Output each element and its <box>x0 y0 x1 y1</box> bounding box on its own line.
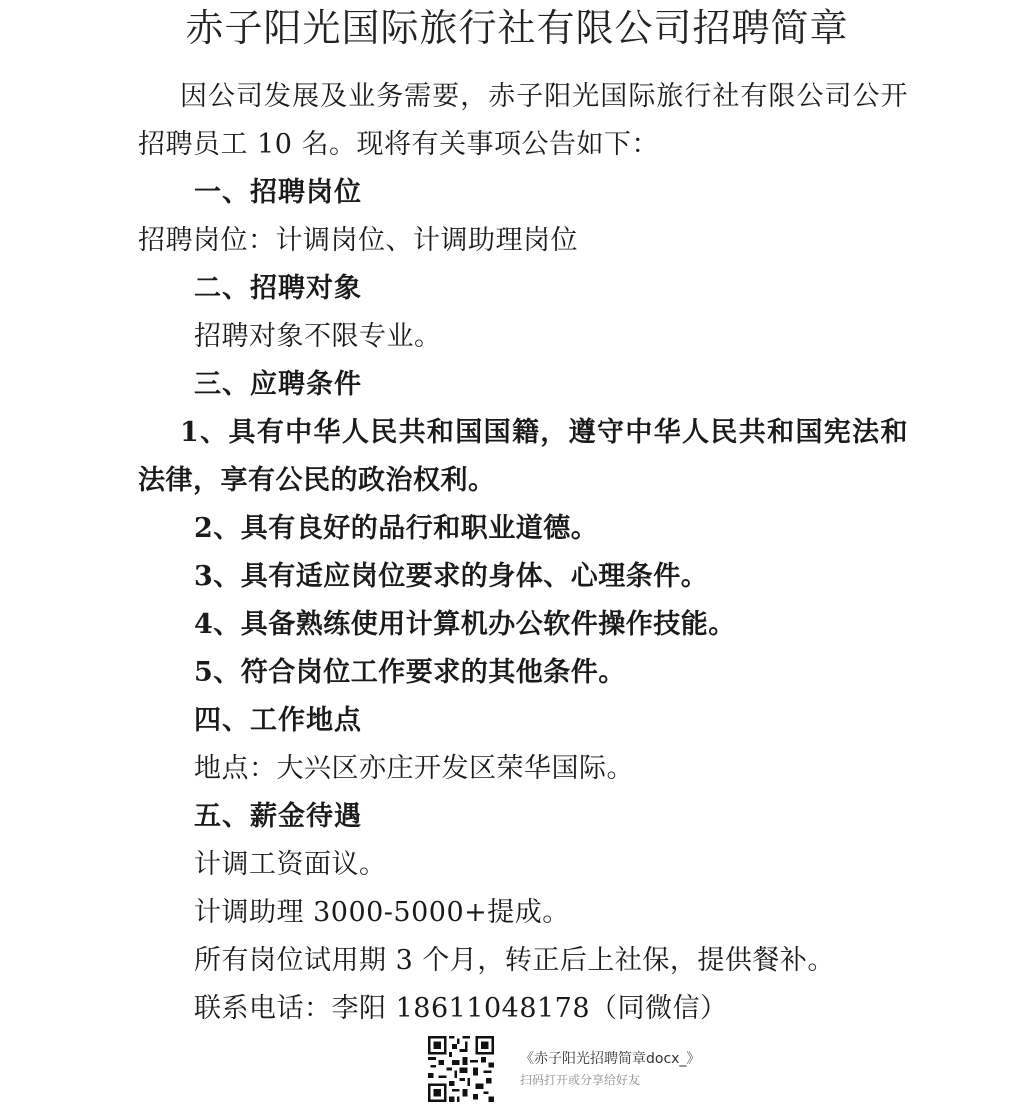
target-text: 招聘对象不限专业。 <box>194 321 442 352</box>
intro-paragraph: 因公司发展及业务需要，赤子阳光国际旅行社有限公司公开招聘员工 10 名。现将有关事项公告如下： <box>138 81 908 160</box>
section-heading-location: 四、工作地点 <box>194 705 362 736</box>
requirement-item: 1、具有中华人民共和国国籍，遵守中华人民共和国宪法和法律，享有公民的政治权利。 <box>138 417 908 496</box>
section-heading-requirements: 三、应聘条件 <box>194 369 362 400</box>
requirement-item: 5、符合岗位工作要求的其他条件。 <box>194 657 626 688</box>
scan-hint-label: 扫码打开或分享给好友 <box>520 1073 641 1087</box>
requirement-item: 4、具备熟练使用计算机办公软件操作技能。 <box>194 609 736 640</box>
section-heading-target: 二、招聘对象 <box>194 273 362 304</box>
contact-line: 联系电话：李阳 18611048178（同微信） <box>194 993 728 1024</box>
document-body <box>138 73 908 1033</box>
salary-line: 计调工资面议。 <box>194 849 387 880</box>
location-text: 地点：大兴区亦庄开发区荣华国际。 <box>194 753 634 784</box>
section-heading-positions: 一、招聘岗位 <box>194 177 362 208</box>
positions-text: 招聘岗位：计调岗位、计调助理岗位 <box>138 225 578 256</box>
qr-code-icon[interactable] <box>428 1036 494 1102</box>
share-footer <box>428 1034 700 1104</box>
file-name-label[interactable]: 《赤子阳光招聘简章docx_》 <box>520 1051 701 1067</box>
salary-line: 计调助理 3000-5000+提成。 <box>194 897 570 928</box>
salary-line: 所有岗位试用期 3 个月，转正后上社保，提供餐补。 <box>194 945 835 976</box>
document-title: 赤子阳光国际旅行社有限公司招聘简章 <box>185 6 849 50</box>
share-info <box>520 1048 700 1090</box>
requirement-item: 3、具有适应岗位要求的身体、心理条件。 <box>194 561 709 592</box>
section-heading-salary: 五、薪金待遇 <box>194 801 362 832</box>
requirement-item: 2、具有良好的品行和职业道德。 <box>194 513 599 544</box>
